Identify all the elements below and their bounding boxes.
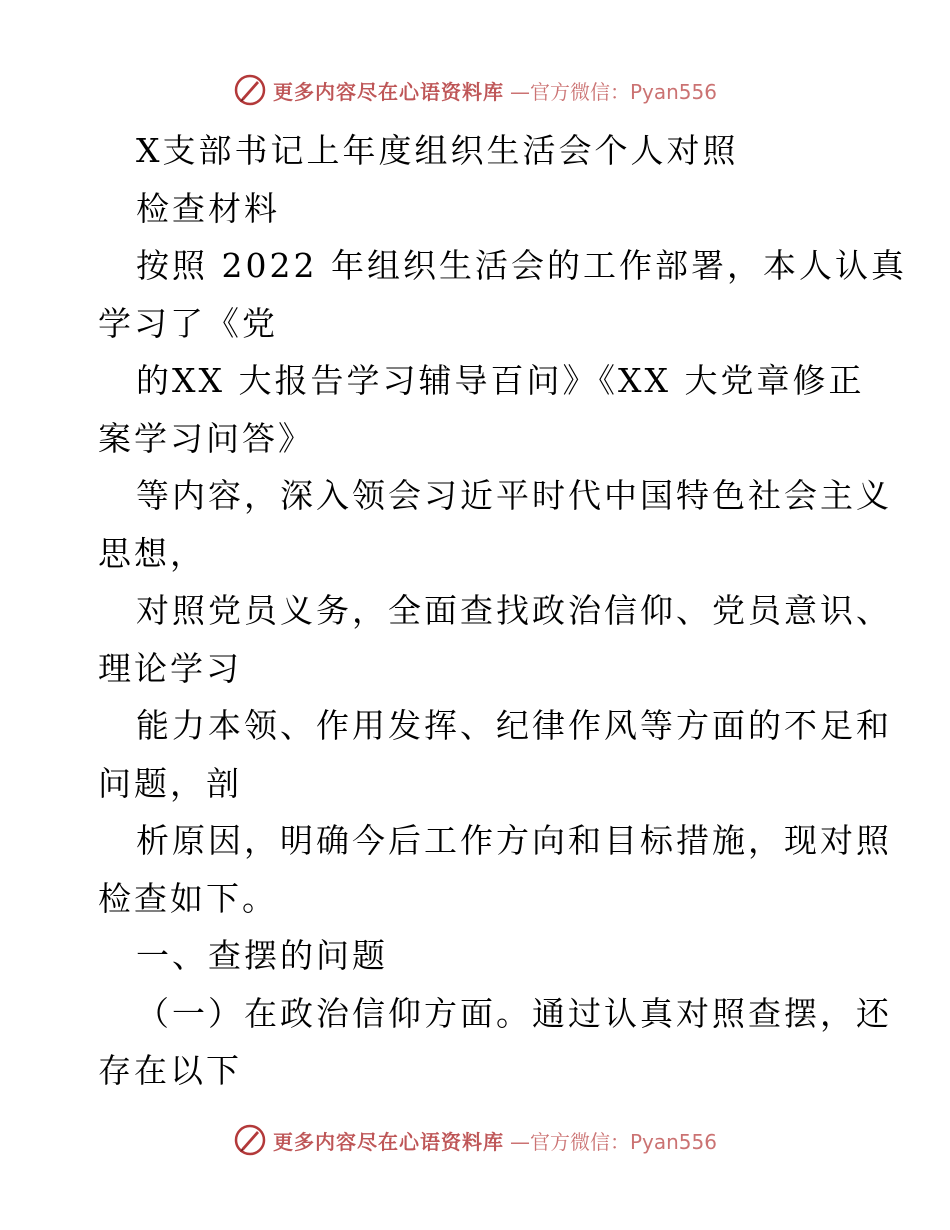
body-text-line: 学习了《党: [98, 303, 278, 343]
body-text-line: 案学习问答》: [98, 418, 314, 458]
body-text-line: 等内容，深入领会习近平时代中国特色社会主义: [136, 476, 892, 515]
document-body: [98, 122, 907, 1100]
body-text-line: 能力本领、作用发挥、纪律作风等方面的不足和: [136, 706, 892, 745]
body-text-line: 检查如下。: [98, 878, 278, 918]
watermark-banner-top: [0, 70, 950, 110]
body-text-line: 问题，剖: [98, 763, 242, 803]
watermark-contact: —官方微信：Pyan556: [509, 1129, 717, 1154]
body-text-line: 存在以下: [98, 1051, 242, 1090]
body-text-line: 理论学习: [98, 648, 242, 688]
watermark-text: 更多内容尽在心语资料库: [272, 79, 504, 104]
body-text-line: 对照党员义务，全面查找政治信仰、党员意识、: [136, 591, 892, 630]
body-text-line: （一）在政治信仰方面。通过认真对照查摆，还: [136, 993, 892, 1033]
document-title-line-1: X支部书记上年度组织生活会个人对照: [136, 131, 739, 170]
document-paragraphs: [98, 237, 907, 1100]
body-text-line: 的XX 大报告学习辅导百问》《XX 大党章修正: [136, 361, 865, 400]
watermark-banner-bottom: [0, 1120, 950, 1160]
body-text-line: 按照 2022 年组织生活会的工作部署，本人认真: [136, 246, 907, 285]
quill-pen-logo-icon: [233, 73, 267, 107]
body-text-line: 一、查摆的问题: [136, 936, 388, 975]
body-text-line: 析原因，明确今后工作方向和目标措施，现对照: [136, 821, 892, 860]
watermark-text: 更多内容尽在心语资料库: [272, 1129, 504, 1154]
document-title-line-2: 检查材料: [136, 188, 280, 228]
watermark-contact: —官方微信：Pyan556: [509, 79, 717, 104]
quill-pen-logo-icon: [233, 1123, 267, 1157]
body-text-line: 思想，: [98, 533, 206, 573]
